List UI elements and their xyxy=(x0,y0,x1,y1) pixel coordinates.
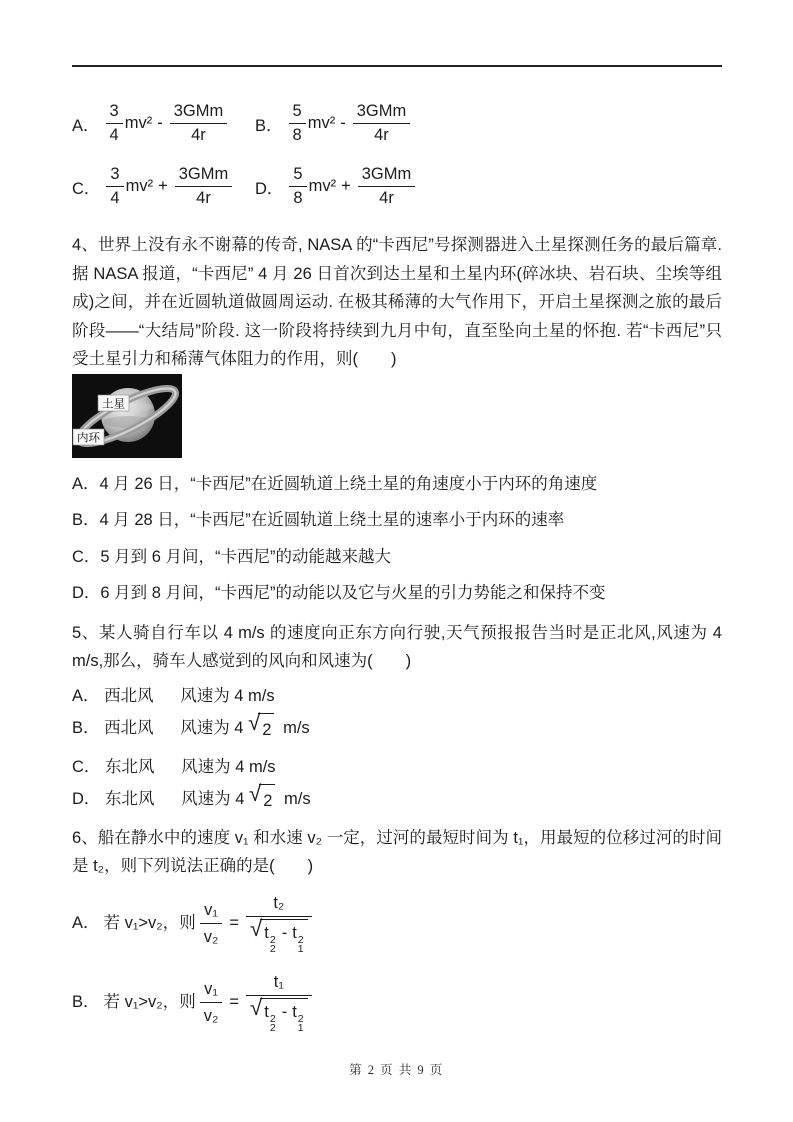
option-label: C． xyxy=(72,757,101,776)
q6-option-a xyxy=(72,891,722,956)
operator: - xyxy=(340,114,346,132)
q3-option-b xyxy=(255,101,438,146)
gravity-fraction: $\frac{\text{3GMm}}{4r}$ xyxy=(353,101,411,146)
equals-sign: = xyxy=(229,914,240,932)
q5-option-c xyxy=(72,753,722,782)
option-label: A． xyxy=(72,914,100,932)
q4-option-a: A．4 月 26 日，“卡西尼”在近圆轨道上绕土星的角速度小于内环的角速度 xyxy=(72,474,598,493)
square-root: √ 2 xyxy=(248,713,274,745)
gravity-fraction: $\frac{\text{3GMm}}{4r}$ xyxy=(175,164,233,209)
condition-text: 若 v₁>v₂，则 xyxy=(103,914,196,932)
time-ratio-fraction: t₂ √ t 2 2 - t 2 1 xyxy=(246,891,312,956)
coefficient-fraction: $\frac{5}{8}$ xyxy=(289,101,306,146)
gravity-fraction: $\frac{\text{3GMm}}{4r}$ xyxy=(358,164,416,209)
svg-text:土星: 土星 xyxy=(102,398,125,410)
q5-option-b xyxy=(72,710,722,745)
q3-option-c xyxy=(72,164,255,209)
operator: + xyxy=(341,177,351,195)
q5-option-a xyxy=(72,682,722,711)
page-number: 第 2 页 共 9 页 xyxy=(349,1063,444,1077)
wind-speed-unit: m/s xyxy=(283,790,311,809)
option-label: A． xyxy=(72,686,100,705)
wind-speed: 风速为 4 m/s xyxy=(181,757,276,776)
square-root: √ t 2 2 - t 2 1 xyxy=(250,919,308,955)
square-root: √ 2 xyxy=(249,784,275,816)
option-label: C． xyxy=(72,179,101,198)
q4-option-b: B．4 月 28 日，“卡西尼”在近圆轨道上绕土星的速率小于内环的速率 xyxy=(72,511,565,529)
wind-direction: 西北风 xyxy=(104,686,154,705)
velocity-ratio-fraction: $\frac{\text{v₁}}{\text{v₂}}$ xyxy=(200,977,223,1028)
equals-sign: = xyxy=(229,993,240,1011)
ring-label xyxy=(73,429,104,445)
option-label: A． xyxy=(72,116,100,135)
q3-options-row-2 xyxy=(72,164,722,209)
q5-stem: 5、某人骑自行车以 4 m/s 的速度向正东方向行驶,天气预报报告当时是正北风,风速为 4 m/s,那么，骑车人感觉到的风向和风速为( ) xyxy=(72,623,722,670)
q4-stem: 4、世界上没有永不谢幕的传奇, NASA 的“卡西尼”号探测器进入土星探测任务的最后篇章.据 NASA 报道，“卡西尼” 4 月 26 日首次到达土星和土星内环(碎冰块、岩石块、尘埃等组成)之间，并在近圆轨道做圆周运动. 在极其稀薄的大气作用下，开启土星探测之旅的最后阶段——“大结局”阶段. 这一阶段将持续到九月中旬，直至坠向土星的怀抱. 若“卡西尼”只受土星引力和稀薄气体阻力的作用，则( ) xyxy=(72,236,722,368)
condition-text: 若 v₁>v₂，则 xyxy=(103,993,196,1011)
option-label: B． xyxy=(72,719,100,738)
operator: - xyxy=(157,114,163,132)
q3-option-a xyxy=(72,101,255,146)
velocity-ratio-fraction: $\frac{\text{v₁}}{\text{v₂}}$ xyxy=(200,898,223,949)
svg-text:内环: 内环 xyxy=(77,432,100,444)
wind-speed-prefix: 风速为 4 xyxy=(181,790,245,809)
gravity-fraction: $\frac{\text{3GMm}}{4r}$ xyxy=(170,101,228,146)
header-divider-line xyxy=(72,65,722,67)
coefficient-fraction: $\frac{3}{4}$ xyxy=(106,164,123,209)
q3-option-d xyxy=(255,164,438,209)
planet-label xyxy=(98,395,129,411)
wind-speed-unit: m/s xyxy=(283,719,310,738)
option-label: B． xyxy=(72,993,100,1011)
option-label: D． xyxy=(255,179,284,198)
time-ratio-fraction: t₁ √ t 2 2 - t 2 1 xyxy=(246,970,312,1035)
square-root: √ t 2 2 - t 2 1 xyxy=(250,998,308,1034)
q6-stem: 6、船在静水中的速度 v₁ 和水速 v₂ 一定，过河的最短时间为 t₁，用最短的位移过河的时间是 t₂，则下列说法正确的是( ) xyxy=(72,828,722,875)
formula-term: mv² xyxy=(308,177,337,195)
q5-option-d xyxy=(72,781,722,816)
wind-direction: 西北风 xyxy=(104,719,154,738)
wind-speed-prefix: 风速为 4 xyxy=(180,719,244,738)
formula-term: mv² xyxy=(307,114,336,132)
coefficient-fraction: $\frac{5}{8}$ xyxy=(289,164,306,209)
option-label: D． xyxy=(72,790,101,809)
formula-term: mv² xyxy=(125,177,154,195)
wind-direction: 东北风 xyxy=(105,790,155,809)
operator: + xyxy=(158,177,168,195)
formula-term: mv² xyxy=(124,114,153,132)
q4-saturn-figure xyxy=(72,374,182,458)
wind-direction: 东北风 xyxy=(105,757,155,776)
option-label: B． xyxy=(255,116,283,135)
q4-option-d: D．6 月到 8 月间，“卡西尼”的动能以及它与火星的引力势能之和保持不变 xyxy=(72,584,606,602)
coefficient-fraction: $\frac{3}{4}$ xyxy=(106,101,123,146)
q3-options-row-1 xyxy=(72,101,722,146)
q4-option-c: C．5 月到 6 月间，“卡西尼”的动能越来越大 xyxy=(72,547,392,566)
saturn-image xyxy=(72,374,182,458)
q6-option-b xyxy=(72,970,722,1035)
wind-speed: 风速为 4 m/s xyxy=(180,686,275,705)
